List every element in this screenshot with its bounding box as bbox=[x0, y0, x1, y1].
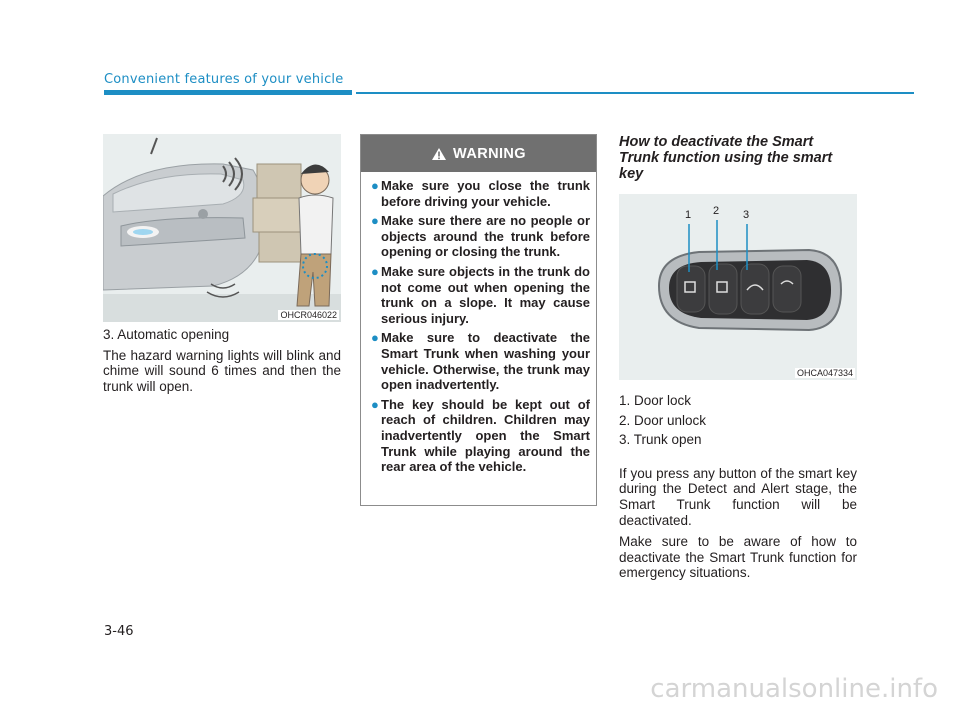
section-title: Convenient features of your vehicle bbox=[104, 72, 344, 87]
header-rule-thick bbox=[104, 90, 352, 95]
list-item: ● Make sure to deactivate the Smart Trunk when washing your vehicle. Otherwise, the trunk may open inadvertently. bbox=[371, 330, 590, 393]
bullet-icon: ● bbox=[371, 396, 379, 412]
smart-key-illustration bbox=[619, 194, 857, 380]
warning-title: WARNING bbox=[453, 145, 526, 162]
callout-2: 2 bbox=[713, 205, 720, 217]
smart-key-figure bbox=[619, 194, 857, 380]
bullet-icon: ● bbox=[371, 213, 379, 229]
left-column bbox=[103, 134, 341, 394]
list-item: ● Make sure objects in the trunk do not come out when opening the trunk on a slope. It may cause serious injury. bbox=[371, 263, 590, 326]
bullet-icon: ● bbox=[371, 263, 379, 279]
key-label-door-lock: 1. Door lock bbox=[619, 393, 692, 408]
emergency-paragraph: Make sure to be aware of how to deactivate the Smart Trunk function for emergency situations. bbox=[619, 534, 857, 581]
caption-automatic-opening: 3. Automatic opening bbox=[103, 327, 230, 342]
list-item: ● Make sure there are no people or objects around the trunk before opening or closing the trunk. bbox=[371, 213, 590, 260]
deactivate-paragraph: If you press any button of the smart key during the Detect and Alert stage, the Smart Trunk function will be deactivated. bbox=[619, 465, 857, 528]
list-item: ● Make sure you close the trunk before driving your vehicle. bbox=[371, 178, 590, 209]
bullet-icon: ● bbox=[371, 330, 379, 346]
right-column bbox=[619, 134, 857, 581]
warning-box bbox=[360, 134, 597, 506]
list-item: ● The key should be kept out of reach of children. Children may inadvertently open the Smart Trunk while playing around the rear area of the vehicle. bbox=[371, 396, 590, 475]
key-label-door-unlock: 2. Door unlock bbox=[619, 412, 707, 428]
callout-1: 1 bbox=[685, 209, 692, 221]
car-trunk-figure bbox=[103, 134, 341, 322]
bullet-icon: ● bbox=[371, 178, 379, 193]
image-code: OHCA047334 bbox=[796, 368, 853, 378]
warning-triangle-icon bbox=[431, 147, 447, 161]
page-number: 3-46 bbox=[104, 624, 134, 639]
header-rule-thin bbox=[356, 92, 914, 94]
trunk-opening-illustration bbox=[103, 134, 341, 322]
warning-header bbox=[361, 135, 596, 172]
watermark: carmanualsonline.info bbox=[650, 674, 938, 704]
warning-list bbox=[361, 172, 596, 475]
image-code: OHCR046022 bbox=[280, 310, 337, 320]
key-label-trunk-open: 3. Trunk open bbox=[619, 432, 702, 448]
deactivate-heading: How to deactivate the Smart Trunk function using the smart key bbox=[619, 134, 833, 182]
callout-3: 3 bbox=[743, 209, 750, 221]
automatic-opening-description: The hazard warning lights will blink and chime will sound 6 times and then the trunk will open. bbox=[103, 347, 341, 394]
